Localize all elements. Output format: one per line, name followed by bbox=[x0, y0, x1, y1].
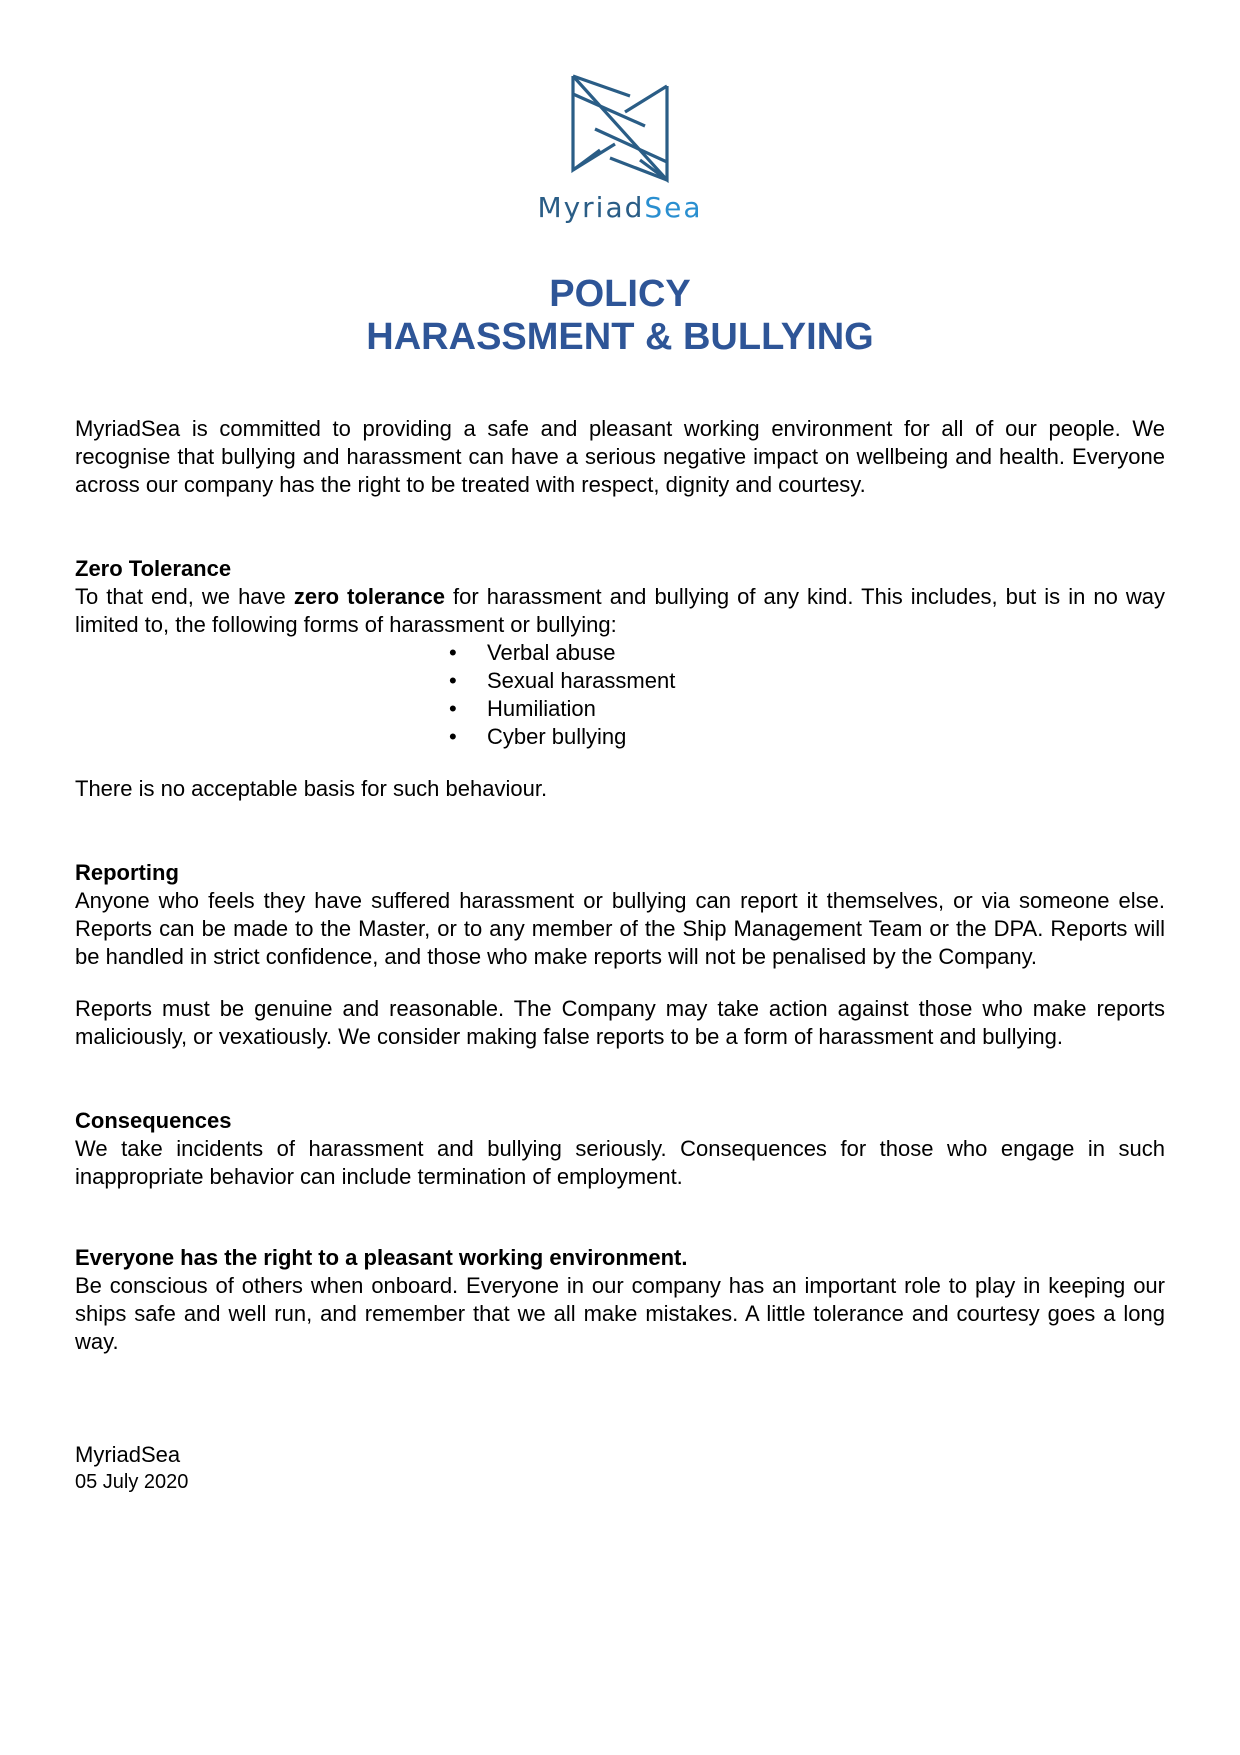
logo-wordmark bbox=[535, 191, 705, 224]
intro-paragraph: MyriadSea is committed to providing a safe and pleasant working environment for all of our people. We recognise that bullying and harassment can have a serious negative impact on wellbeing and health. Everyone across our company has the right to be treated with respect, dignity and courtesy. bbox=[75, 416, 1165, 497]
myriadsea-logo-mark-icon bbox=[570, 74, 670, 184]
reporting-paragraph-2: Reports must be genuine and reasonable. The Company may take action against those who make reports maliciously, or vexatiously. We consider making false reports to be a form of harassment and bullying. bbox=[75, 996, 1165, 1049]
logo-wordmark-sea: Sea bbox=[644, 191, 703, 224]
list-item-label: Humiliation bbox=[487, 696, 596, 721]
logo-wordmark-myriad: Myriad bbox=[537, 191, 645, 224]
list-item bbox=[449, 639, 675, 667]
reporting-paragraph-1: Anyone who feels they have suffered harassment or bullying can report it themselves, or via someone else. Reports can be made to the Master, or to any member of the Ship Management Team or the DPA. Reports will be handled in strict confidence, and those who make reports will not be penalised by the Company. bbox=[75, 888, 1165, 969]
bullet-icon: • bbox=[449, 696, 457, 721]
zero-tolerance-paragraph bbox=[75, 583, 1165, 639]
list-item-label: Cyber bullying bbox=[487, 724, 627, 749]
signature-name: MyriadSea bbox=[75, 1442, 181, 1467]
consequences-heading: Consequences bbox=[75, 1108, 232, 1133]
list-item bbox=[449, 695, 675, 723]
bullet-icon: • bbox=[449, 724, 457, 749]
list-item-label: Verbal abuse bbox=[487, 640, 616, 665]
list-item bbox=[449, 723, 675, 751]
signature-date: 05 July 2020 bbox=[75, 1471, 189, 1493]
environment-heading: Everyone has the right to a pleasant working environment. bbox=[75, 1245, 688, 1270]
zero-tolerance-emphasis: zero tolerance bbox=[293, 584, 445, 609]
bullet-icon: • bbox=[449, 668, 457, 693]
document-title-line2: HARASSMENT & BULLYING bbox=[366, 316, 874, 358]
harassment-forms-list bbox=[449, 639, 675, 751]
bullet-icon: • bbox=[449, 640, 457, 665]
zero-tolerance-closing: There is no acceptable basis for such behaviour. bbox=[75, 776, 548, 801]
zero-tolerance-heading: Zero Tolerance bbox=[75, 556, 232, 581]
company-logo bbox=[535, 74, 705, 234]
zero-tolerance-text-after: for harassment and bullying of any kind. This includes, but is in no way limited to, the following forms of harassment or bullying: bbox=[75, 584, 1166, 637]
list-item bbox=[449, 667, 675, 695]
zero-tolerance-text-before: To that end, we have bbox=[75, 584, 294, 609]
list-item-label: Sexual harassment bbox=[487, 668, 676, 693]
document-title-line1: POLICY bbox=[549, 273, 691, 315]
reporting-heading: Reporting bbox=[75, 860, 179, 885]
environment-paragraph: Be conscious of others when onboard. Everyone in our company has an important role to play in keeping our ships safe and well run, and remember that we all make mistakes. A little tolerance and courtesy goes a long way. bbox=[75, 1273, 1165, 1354]
consequences-paragraph: We take incidents of harassment and bullying seriously. Consequences for those who engage in such inappropriate behavior can include termination of employment. bbox=[75, 1136, 1165, 1189]
